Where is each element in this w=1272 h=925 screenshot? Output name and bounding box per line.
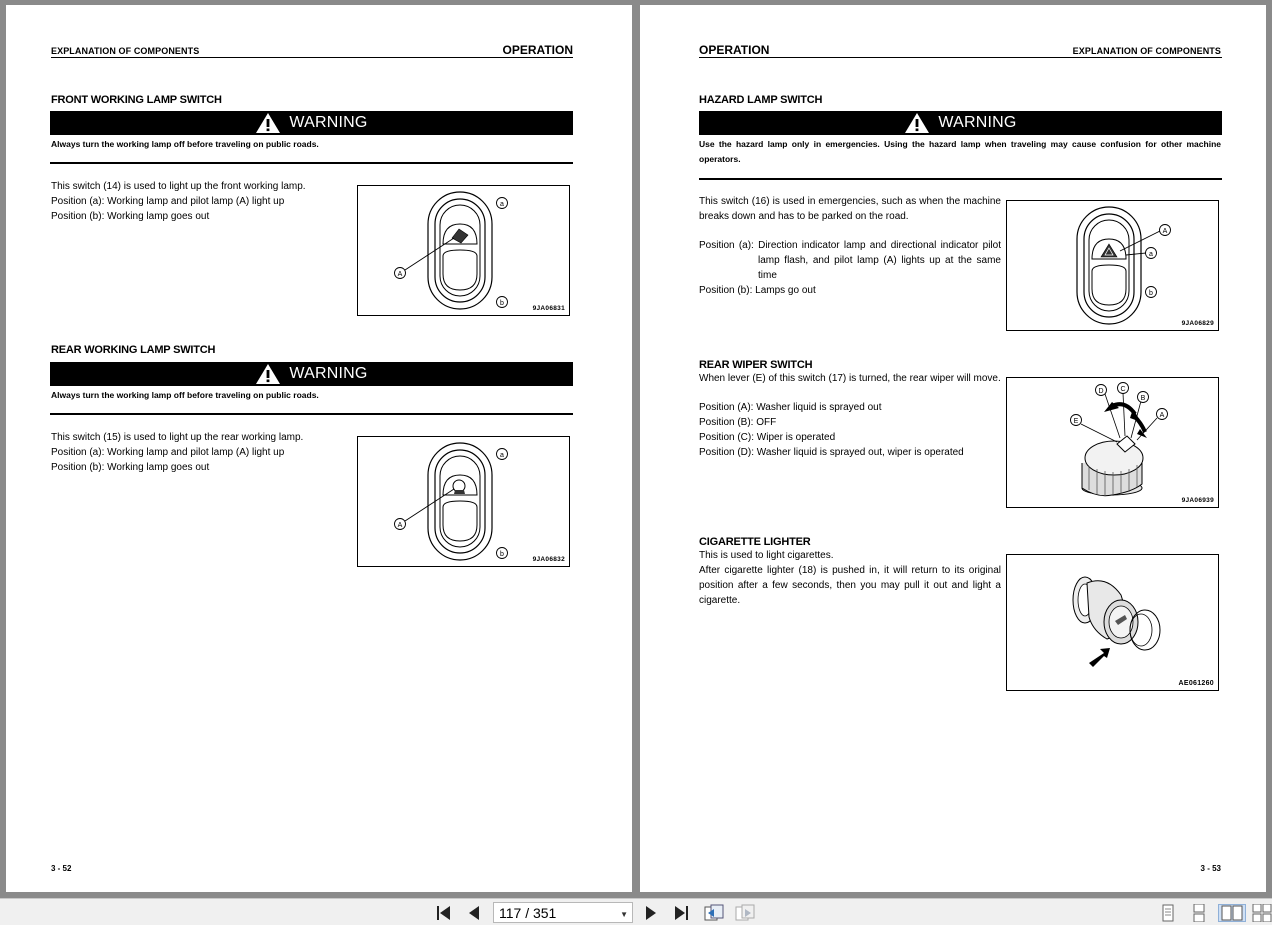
warning-text: Always turn the working lamp off before traveling on public roads. [51, 390, 319, 400]
section-title-wiper: REAR WIPER SWITCH [699, 359, 813, 371]
text-line: Position (D): Washer liquid is sprayed out, wiper is operated [699, 447, 964, 458]
continuous-facing-view-button[interactable] [1252, 904, 1272, 922]
callout-label: D [1098, 388, 1104, 395]
cigarette-lighter-figure [1006, 554, 1219, 691]
text-line: Position (b): Working lamp goes out [51, 211, 210, 222]
text-line: Position (a): Working lamp and pilot lamp (A) light up [51, 447, 285, 458]
single-page-view-button[interactable] [1158, 904, 1178, 922]
warning-bar [699, 111, 1222, 135]
section-body-hazard [699, 194, 1001, 298]
callout-label: A [1159, 412, 1165, 419]
section-title-front: FRONT WORKING LAMP SWITCH [51, 94, 222, 106]
header-right: OPERATION [502, 43, 573, 57]
text-line: This is used to light cigarettes. [699, 550, 834, 561]
cigarette-lighter-illustration [1007, 555, 1218, 690]
text-line: Position (B): OFF [699, 417, 777, 428]
text-paragraph: This switch (16) is used in emergencies, such as when the machine breaks down and has to be parked on the road. [699, 196, 1001, 222]
facing-pages-icon [1221, 905, 1243, 921]
callout-label: a [1149, 251, 1153, 258]
section-title-hazard: HAZARD LAMP SWITCH [699, 94, 823, 106]
warning-triangle-icon [255, 363, 281, 385]
warning-label: WARNING [289, 114, 368, 131]
text-line: This switch (15) is used to light up the rear working lamp. [51, 432, 304, 443]
front-lamp-switch-figure [357, 185, 570, 316]
callout-label: A [397, 522, 403, 529]
page-number: 3 - 53 [1200, 864, 1221, 873]
callout-label: b [500, 551, 504, 558]
first-page-icon [434, 904, 454, 922]
continuous-facing-icon [1252, 904, 1272, 922]
callout-label: a [500, 201, 504, 208]
header-rule [699, 57, 1222, 58]
warning-label: WARNING [938, 114, 1017, 131]
last-page-icon [671, 904, 691, 922]
text-paragraph: When lever (E) of this switch (17) is turned, the rear wiper will move. [699, 373, 1001, 384]
continuous-view-button[interactable] [1189, 904, 1209, 922]
hazard-switch-figure [1006, 200, 1219, 331]
warning-triangle-icon [255, 112, 281, 134]
callout-label: E [1073, 418, 1079, 425]
text-line: This switch (14) is used to light up the front working lamp. [51, 181, 306, 192]
text-line: Position (a): Working lamp and pilot lamp (A) light up [51, 196, 285, 207]
continuous-page-icon [1189, 904, 1209, 922]
callout-label: b [1149, 290, 1153, 297]
section-body-rear [51, 430, 303, 475]
facing-pages-view-button[interactable] [1218, 904, 1246, 922]
rocker-switch-illustration [358, 437, 569, 566]
header-left: OPERATION [699, 43, 770, 57]
callout-label: a [500, 452, 504, 459]
callout-label: A [1162, 228, 1168, 235]
warning-label: WARNING [289, 365, 368, 382]
next-page-icon [641, 904, 661, 922]
dropdown-arrow-icon[interactable]: ▼ [620, 910, 628, 919]
wiper-switch-figure [1006, 377, 1219, 508]
page-indicator: 117 / 351 [499, 904, 557, 921]
viewer-toolbar [0, 898, 1272, 925]
wiper-knob-illustration [1007, 378, 1218, 507]
figure-code: 9JA06832 [532, 556, 565, 563]
section-body-wiper [699, 371, 1001, 460]
warning-rule [699, 178, 1222, 180]
callout-label: B [1140, 395, 1146, 402]
figure-code: 9JA06831 [532, 305, 565, 312]
rear-lamp-switch-figure [357, 436, 570, 567]
page-number-input[interactable] [493, 902, 633, 923]
text-line: Position (b): Lamps go out [699, 285, 816, 296]
figure-code: AE061260 [1178, 680, 1214, 687]
figure-code: 9JA06939 [1181, 497, 1214, 504]
left-page [6, 5, 632, 892]
figure-code: 9JA06829 [1181, 320, 1214, 327]
rocker-switch-illustration [358, 186, 569, 315]
section-title-lighter: CIGARETTE LIGHTER [699, 536, 811, 548]
previous-page-icon [464, 904, 484, 922]
warning-bar [50, 362, 573, 386]
header-rule [51, 57, 573, 58]
warning-text: Use the hazard lamp only in emergencies. Using the hazard lamp when traveling may cause confusion for other machine operators. [699, 139, 1221, 164]
text-paragraph: After cigarette lighter (18) is pushed in, it will return to its original position after a few seconds, then you may pull it out and light a cigarette. [699, 565, 1001, 606]
text-paragraph: Position (a): Direction indicator lamp and directional indicator pilot lamp flash, and pilot lamp (A) lights up at the same time [699, 240, 1001, 281]
callout-label: C [1120, 386, 1126, 393]
warning-text: Always turn the working lamp off before traveling on public roads. [51, 139, 319, 149]
last-page-button[interactable] [671, 904, 691, 922]
warning-rule [50, 162, 573, 164]
go-back-view-icon [704, 904, 724, 922]
right-page [640, 5, 1266, 892]
rocker-switch-illustration [1007, 201, 1218, 330]
page-number: 3 - 52 [51, 864, 72, 873]
go-forward-view-button[interactable] [735, 904, 755, 922]
warning-bar [50, 111, 573, 135]
go-forward-view-icon [735, 904, 755, 922]
text-line: Position (A): Washer liquid is sprayed out [699, 402, 882, 413]
header-right: EXPLANATION OF COMPONENTS [1072, 46, 1221, 56]
callout-label: b [500, 300, 504, 307]
section-body-front [51, 179, 306, 224]
first-page-button[interactable] [434, 904, 454, 922]
callout-label: A [397, 271, 403, 278]
section-body-lighter [699, 548, 1001, 608]
text-line: Position (C): Wiper is operated [699, 432, 836, 443]
text-line: Position (b): Working lamp goes out [51, 462, 210, 473]
go-back-view-button[interactable] [704, 904, 724, 922]
single-page-icon [1158, 904, 1178, 922]
warning-rule [50, 413, 573, 415]
warning-triangle-icon [904, 112, 930, 134]
previous-page-button[interactable] [464, 904, 484, 922]
section-title-rear: REAR WORKING LAMP SWITCH [51, 344, 216, 356]
next-page-button[interactable] [641, 904, 661, 922]
header-left: EXPLANATION OF COMPONENTS [51, 46, 200, 56]
